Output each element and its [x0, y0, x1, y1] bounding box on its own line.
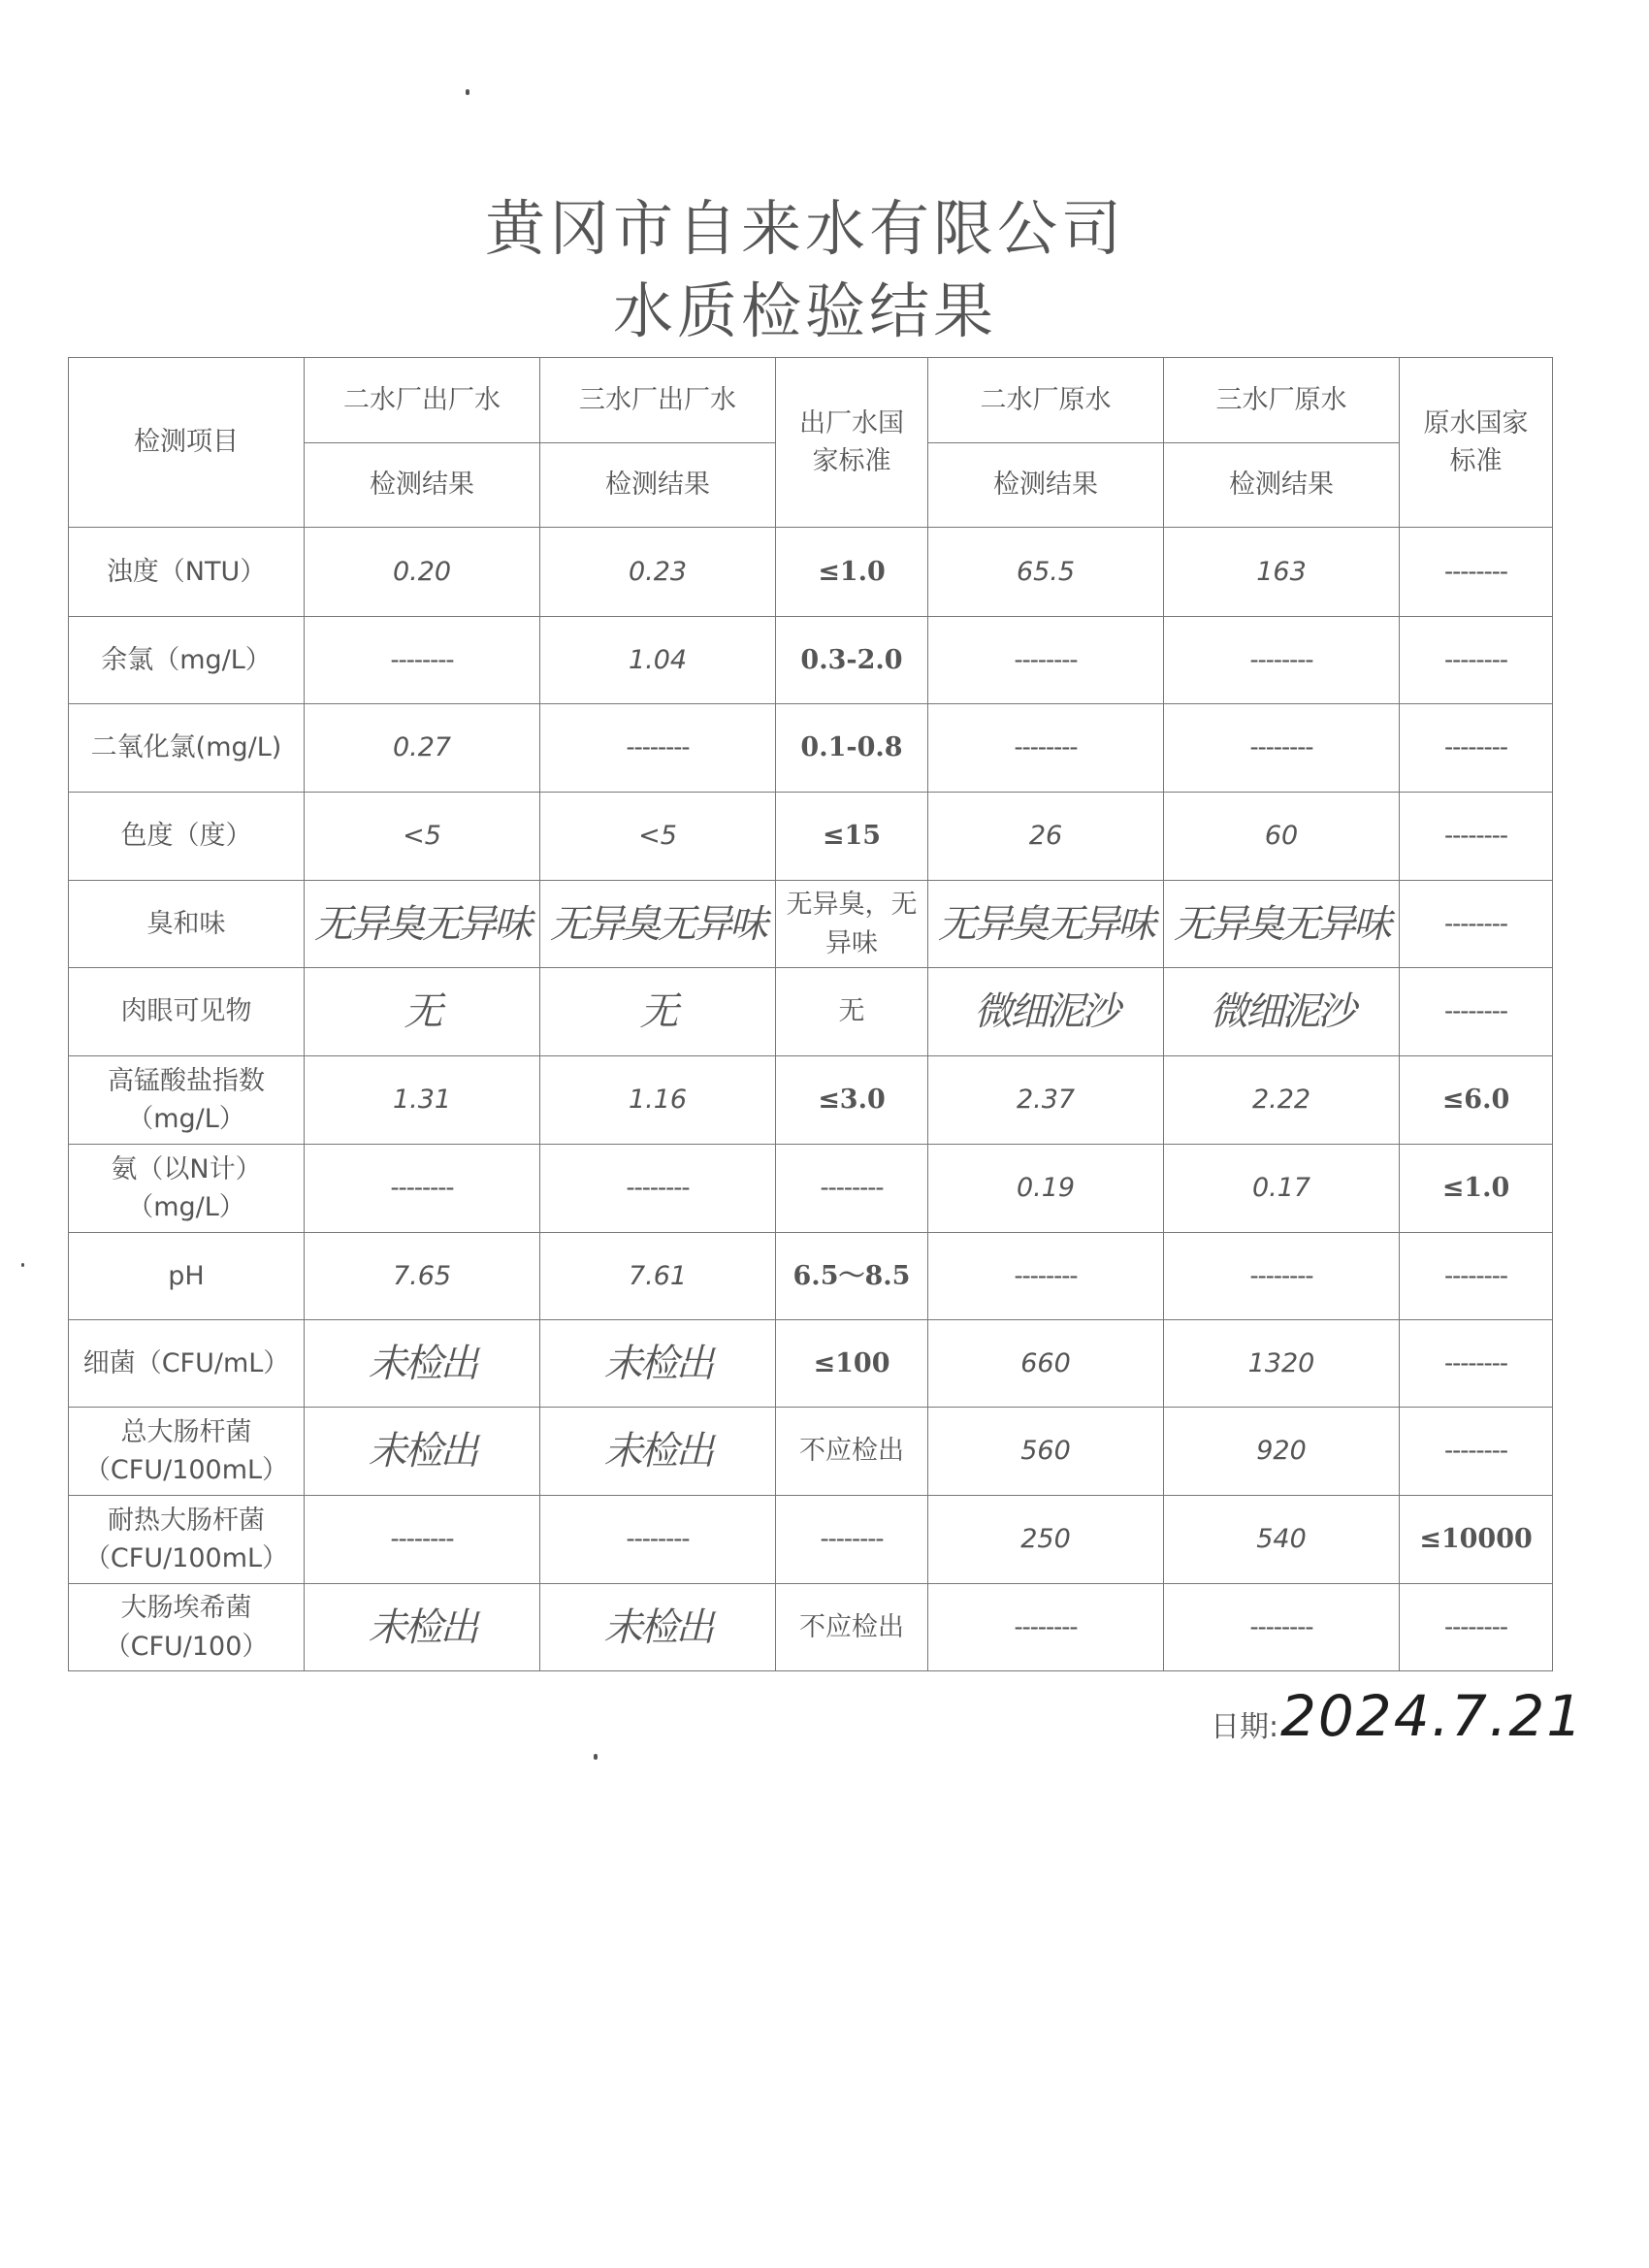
table-row — [69, 1584, 1553, 1671]
cell-plant2-raw: 65.5 — [928, 528, 1164, 617]
cell-plant3-raw: 540 — [1164, 1496, 1400, 1584]
cell-plant2-raw: 无异臭无异味 — [928, 881, 1164, 968]
cell-plant3-raw: 无异臭无异味 — [1164, 881, 1400, 968]
table-row — [69, 617, 1553, 704]
cell-plant3-out: -------- — [540, 704, 776, 793]
cell-raw-standard: -------- — [1400, 1320, 1553, 1408]
cell-plant2-raw: 250 — [928, 1496, 1164, 1584]
cell-plant2-out: 未检出 — [305, 1408, 540, 1496]
cell-raw-standard: -------- — [1400, 1584, 1553, 1671]
cell-plant2-raw: 26 — [928, 793, 1164, 881]
cell-plant3-raw: 1320 — [1164, 1320, 1400, 1408]
item-name: pH — [69, 1233, 305, 1320]
cell-plant2-out: 7.65 — [305, 1233, 540, 1320]
cell-plant2-out: 无异臭无异味 — [305, 881, 540, 968]
scan-speck — [21, 1263, 24, 1267]
cell-plant3-out: 0.23 — [540, 528, 776, 617]
cell-plant2-out: 0.20 — [305, 528, 540, 617]
cell-plant3-raw: -------- — [1164, 1233, 1400, 1320]
header-result: 检测结果 — [305, 443, 540, 528]
cell-plant2-raw: 660 — [928, 1320, 1164, 1408]
cell-raw-standard: ≤10000 — [1400, 1496, 1553, 1584]
cell-plant2-raw: 微细泥沙 — [928, 968, 1164, 1056]
cell-plant2-raw: -------- — [928, 1584, 1164, 1671]
item-name: 总大肠杆菌（CFU/100mL） — [69, 1408, 305, 1496]
header-result: 检测结果 — [928, 443, 1164, 528]
item-name: 氨（以N计）（mg/L） — [69, 1145, 305, 1233]
item-name: 高锰酸盐指数（mg/L） — [69, 1056, 305, 1145]
item-name: 浊度（NTU） — [69, 528, 305, 617]
cell-plant3-raw: -------- — [1164, 704, 1400, 793]
cell-out-standard: -------- — [776, 1496, 928, 1584]
cell-plant3-raw: 2.22 — [1164, 1056, 1400, 1145]
header-out-standard: 出厂水国家标准 — [776, 358, 928, 528]
cell-out-standard: 无异臭，无异味 — [776, 881, 928, 968]
cell-plant3-raw: -------- — [1164, 617, 1400, 704]
cell-plant2-out: -------- — [305, 617, 540, 704]
item-name: 二氧化氯(mg/L) — [69, 704, 305, 793]
cell-plant3-out: 无异臭无异味 — [540, 881, 776, 968]
header-item: 检测项目 — [69, 358, 305, 528]
header-raw-standard: 原水国家标准 — [1400, 358, 1553, 528]
cell-plant2-raw: -------- — [928, 1233, 1164, 1320]
cell-out-standard: ≤3.0 — [776, 1056, 928, 1145]
table-row — [69, 1496, 1553, 1584]
item-name: 臭和味 — [69, 881, 305, 968]
cell-out-standard: 无 — [776, 968, 928, 1056]
cell-raw-standard: -------- — [1400, 1408, 1553, 1496]
cell-plant3-raw: 0.17 — [1164, 1145, 1400, 1233]
item-name: 色度（度） — [69, 793, 305, 881]
header-result: 检测结果 — [540, 443, 776, 528]
item-name: 大肠埃希菌（CFU/100） — [69, 1584, 305, 1671]
table-row — [69, 1320, 1553, 1408]
cell-raw-standard: -------- — [1400, 704, 1553, 793]
cell-plant3-raw: 60 — [1164, 793, 1400, 881]
cell-plant2-out: 无 — [305, 968, 540, 1056]
cell-plant2-raw: 560 — [928, 1408, 1164, 1496]
cell-out-standard: -------- — [776, 1145, 928, 1233]
cell-out-standard: 6.5～8.5 — [776, 1233, 928, 1320]
cell-plant3-raw: 微细泥沙 — [1164, 968, 1400, 1056]
item-name: 耐热大肠杆菌（CFU/100mL） — [69, 1496, 305, 1584]
cell-raw-standard: ≤1.0 — [1400, 1145, 1553, 1233]
scan-speck — [594, 1754, 598, 1760]
cell-plant3-out: -------- — [540, 1145, 776, 1233]
header-plant2-out: 二水厂出厂水 — [305, 358, 540, 443]
cell-raw-standard: -------- — [1400, 1233, 1553, 1320]
cell-raw-standard: -------- — [1400, 793, 1553, 881]
table-row — [69, 528, 1553, 617]
date-signature: 2024.7.21 — [1280, 1683, 1585, 1749]
cell-plant2-raw: 2.37 — [928, 1056, 1164, 1145]
cell-out-standard: ≤1.0 — [776, 528, 928, 617]
cell-plant3-raw: 163 — [1164, 528, 1400, 617]
cell-plant2-raw: -------- — [928, 704, 1164, 793]
item-name: 肉眼可见物 — [69, 968, 305, 1056]
table-row — [69, 1408, 1553, 1496]
cell-out-standard: 0.1-0.8 — [776, 704, 928, 793]
cell-raw-standard: -------- — [1400, 968, 1553, 1056]
table-row — [69, 1056, 1553, 1145]
header-plant3-raw: 三水厂原水 — [1164, 358, 1400, 443]
table-row — [69, 793, 1553, 881]
cell-raw-standard: -------- — [1400, 881, 1553, 968]
company-title: 黄冈市自来水有限公司 — [484, 193, 1125, 264]
cell-plant3-out: <5 — [540, 793, 776, 881]
table-row — [69, 704, 1553, 793]
cell-plant2-out: 0.27 — [305, 704, 540, 793]
table-row — [69, 1145, 1553, 1233]
table-row — [69, 968, 1553, 1056]
cell-plant2-out: 1.31 — [305, 1056, 540, 1145]
cell-raw-standard: ≤6.0 — [1400, 1056, 1553, 1145]
cell-plant3-out: 未检出 — [540, 1584, 776, 1671]
cell-plant2-out: 未检出 — [305, 1584, 540, 1671]
scan-speck — [466, 89, 469, 95]
report-title: 水质检验结果 — [612, 275, 997, 346]
cell-out-standard: 0.3-2.0 — [776, 617, 928, 704]
cell-plant3-out: 7.61 — [540, 1233, 776, 1320]
cell-out-standard: ≤15 — [776, 793, 928, 881]
cell-plant2-out: -------- — [305, 1496, 540, 1584]
cell-plant3-out: 未检出 — [540, 1320, 776, 1408]
item-name: 余氯（mg/L） — [69, 617, 305, 704]
header-plant2-raw: 二水厂原水 — [928, 358, 1164, 443]
cell-plant3-out: 无 — [540, 968, 776, 1056]
cell-raw-standard: -------- — [1400, 617, 1553, 704]
cell-plant2-out: 未检出 — [305, 1320, 540, 1408]
cell-out-standard: 不应检出 — [776, 1408, 928, 1496]
cell-plant3-raw: 920 — [1164, 1408, 1400, 1496]
cell-plant2-out: -------- — [305, 1145, 540, 1233]
header-result: 检测结果 — [1164, 443, 1400, 528]
water-quality-table — [68, 357, 1553, 1671]
cell-raw-standard: -------- — [1400, 528, 1553, 617]
cell-plant3-raw: -------- — [1164, 1584, 1400, 1671]
cell-plant3-out: 1.16 — [540, 1056, 776, 1145]
item-name: 细菌（CFU/mL） — [69, 1320, 305, 1408]
header-plant3-out: 三水厂出厂水 — [540, 358, 776, 443]
cell-plant2-out: <5 — [305, 793, 540, 881]
cell-out-standard: 不应检出 — [776, 1584, 928, 1671]
cell-plant2-raw: 0.19 — [928, 1145, 1164, 1233]
cell-plant3-out: -------- — [540, 1496, 776, 1584]
cell-plant3-out: 未检出 — [540, 1408, 776, 1496]
cell-plant3-out: 1.04 — [540, 617, 776, 704]
table-row — [69, 1233, 1553, 1320]
date-label: 日期: — [1211, 1710, 1279, 1744]
cell-plant2-raw: -------- — [928, 617, 1164, 704]
cell-out-standard: ≤100 — [776, 1320, 928, 1408]
table-row — [69, 881, 1553, 968]
